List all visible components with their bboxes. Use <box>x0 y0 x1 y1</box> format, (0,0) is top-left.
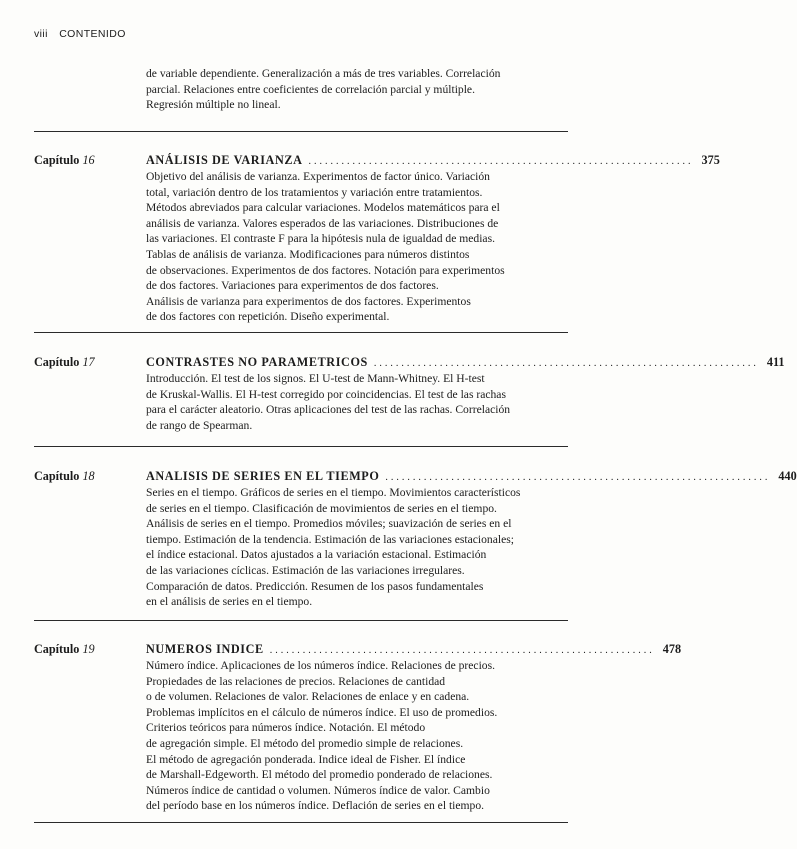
page-number: viii <box>34 28 48 40</box>
dot-leader: ...................................................................... <box>385 472 771 483</box>
text-line: de Kruskal-Wallis. El H-test corregido por coincidencias. El test de las rachas <box>146 387 506 401</box>
chapter-title: ANÁLISIS DE VARIANZA <box>146 153 303 167</box>
chapter-summary <box>146 658 568 814</box>
chapter-label <box>34 355 95 371</box>
text-line: total, variación dentro de los tratamientos y variación entre tratamientos. <box>146 185 483 199</box>
chapter-label <box>34 153 95 169</box>
chapter-title: NUMEROS INDICE <box>146 642 264 656</box>
text-line: de dos factores con repetición. Diseño experimental. <box>146 310 390 324</box>
chapter-word: Capítulo <box>34 642 80 656</box>
divider-rule <box>34 620 568 621</box>
text-line: Análisis de varianza para experimentos de dos factores. Experimentos <box>146 294 471 308</box>
chapter-summary <box>146 485 568 610</box>
chapter-number: 19 <box>82 642 95 656</box>
text-line: Problemas implícitos en el cálculo de números índice. El uso de promedios. <box>146 705 498 719</box>
text-line: tiempo. Estimación de la tendencia. Estimación de las variaciones estacionales; <box>146 532 514 546</box>
text-line: parcial. Relaciones entre coeficientes de correlación parcial y múltiple. <box>146 82 475 96</box>
divider-rule <box>34 822 568 823</box>
chapter-title-row <box>146 355 785 372</box>
chapter-word: Capítulo <box>34 469 80 483</box>
chapter-title-row <box>146 469 797 486</box>
text-line: Propiedades de las relaciones de precios. Relaciones de cantidad <box>146 674 446 688</box>
text-line: Números índice de cantidad o volumen. Números índice de valor. Cambio <box>146 783 490 797</box>
section-title: CONTENIDO <box>59 28 126 40</box>
text-line: El método de agregación ponderada. Indice ideal de Fisher. El índice <box>146 752 466 766</box>
chapter-title: ANALISIS DE SERIES EN EL TIEMPO <box>146 469 380 483</box>
page-header <box>34 28 126 40</box>
text-line: del período base en los números índice. Deflación de series en el tiempo. <box>146 799 485 813</box>
chapter-number: 16 <box>82 153 95 167</box>
chapter-number: 17 <box>82 355 95 369</box>
text-line: las variaciones. El contraste F para la hipótesis nula de igualdad de medias. <box>146 232 495 246</box>
divider-rule <box>34 332 568 333</box>
text-line: Regresión múltiple no lineal. <box>146 98 281 112</box>
text-line: Introducción. El test de los signos. El U-test de Mann-Whitney. El H-test <box>146 372 485 385</box>
chapter-page: 440 <box>778 469 797 483</box>
dot-leader: ...................................................................... <box>269 645 655 656</box>
chapter-summary <box>146 169 568 325</box>
text-line: el índice estacional. Datos ajustados a la variación estacional. Estimación <box>146 548 487 562</box>
chapter-title: CONTRASTES NO PARAMETRICOS <box>146 355 368 369</box>
text-line: Series en el tiempo. Gráficos de series en el tiempo. Movimientos característicos <box>146 486 521 499</box>
text-line: Comparación de datos. Predicción. Resumen de los pasos fundamentales <box>146 579 484 593</box>
divider-rule <box>34 446 568 447</box>
continuation-text <box>146 66 568 113</box>
chapter-word: Capítulo <box>34 355 80 369</box>
chapter-page: 478 <box>662 642 682 656</box>
divider-rule <box>34 131 568 132</box>
text-line: en el análisis de series en el tiempo. <box>146 595 313 609</box>
text-line: de dos factores. Variaciones para experimentos de dos factores. <box>146 279 439 293</box>
text-line: de Marshall-Edgeworth. El método del promedio ponderado de relaciones. <box>146 768 493 782</box>
text-line: de series en el tiempo. Clasificación de movimientos de series en el tiempo. <box>146 501 497 515</box>
text-line: Tablas de análisis de varianza. Modificaciones para números distintos <box>146 247 470 261</box>
text-line: Número índice. Aplicaciones de los números índice. Relaciones de precios. <box>146 659 495 672</box>
text-line: o de volumen. Relaciones de valor. Relaciones de enlace y en cadena. <box>146 690 470 704</box>
chapter-page: 375 <box>701 153 720 167</box>
text-line: Métodos abreviados para calcular variaciones. Modelos matemáticos para el <box>146 201 500 215</box>
chapter-title-row <box>146 642 682 659</box>
chapter-page: 411 <box>766 355 785 369</box>
chapter-title-row <box>146 153 720 170</box>
dot-leader: ...................................................................... <box>308 156 694 167</box>
text-line: de agregación simple. El método del promedio simple de relaciones. <box>146 736 464 750</box>
chapter-label <box>34 469 95 485</box>
chapter-word: Capítulo <box>34 153 80 167</box>
text-line: para el carácter aleatorio. Otras aplicaciones del test de las rachas. Correlación <box>146 403 511 417</box>
text-line: de rango de Spearman. <box>146 418 253 432</box>
text-line: de variable dependiente. Generalización a más de tres variables. Correlación <box>146 67 501 80</box>
chapter-summary <box>146 371 568 433</box>
chapter-number: 18 <box>82 469 95 483</box>
dot-leader: ...................................................................... <box>373 358 759 369</box>
text-line: de observaciones. Experimentos de dos factores. Notación para experimentos <box>146 263 505 277</box>
text-line: Objetivo del análisis de varianza. Experimentos de factor único. Variación <box>146 170 490 183</box>
chapter-label <box>34 642 95 658</box>
text-line: Criterios teóricos para números índice. Notación. El método <box>146 721 426 735</box>
text-line: de las variaciones cíclicas. Estimación de las variaciones irregulares. <box>146 563 465 577</box>
text-line: análisis de varianza. Valores esperados de las variaciones. Distribuciones de <box>146 216 499 230</box>
text-line: Análisis de series en el tiempo. Promedios móviles; suavización de series en el <box>146 517 512 531</box>
